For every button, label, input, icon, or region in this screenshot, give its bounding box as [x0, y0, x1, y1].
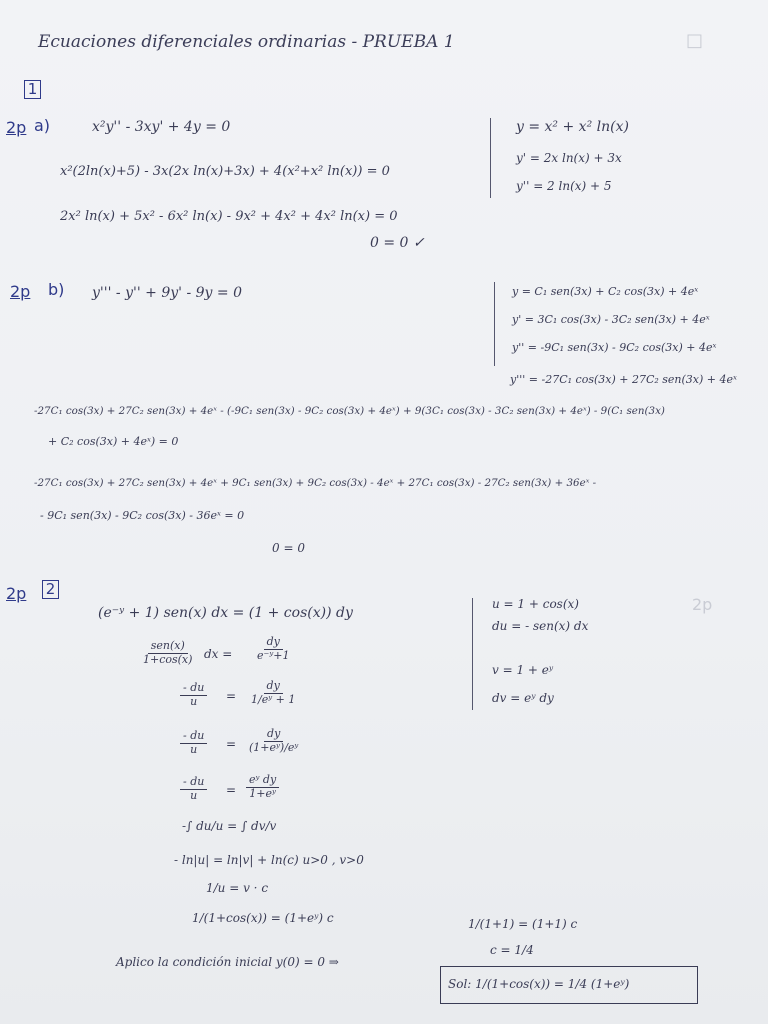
side-divider-1b — [494, 282, 495, 366]
step2-middle: = — [226, 689, 237, 703]
step1-right-fraction: $\frac{dy}{\text{e⁻ʸ+1}}$ — [257, 635, 290, 662]
side-y-1a: y = x² + x² ln(x) — [516, 119, 629, 135]
step4-right-fraction: $\frac{\text{eʸ dy}}{\text{1+eʸ}}$ — [246, 774, 279, 800]
label-1a: a) — [34, 116, 51, 135]
expansion-1a: 2x² ln(x) + 5x² - 6x² ln(x) - 9x² + 4x² + 4x² ln(x) = 0 — [60, 209, 398, 224]
result-1b: 0 = 0 — [272, 541, 305, 555]
result-1a: 0 = 0 ✓ — [370, 235, 425, 251]
side-du: du = - sen(x) dx — [492, 619, 589, 633]
step2-right-fraction: $\frac{dy}{\text{1/eʸ + 1}}$ — [251, 679, 296, 706]
label-1b: b) — [48, 280, 65, 299]
general-solution: 1/(1+cos(x)) = (1+eʸ) c — [192, 911, 334, 925]
side-divider-2 — [472, 598, 473, 710]
side-divider-1a — [490, 118, 491, 198]
bleed-mark: 2p — [692, 595, 713, 614]
step4-left-fraction: $\frac{- du}{u}$ — [180, 776, 207, 802]
step3-left-fraction: $\frac{- du}{u}$ — [180, 730, 207, 756]
initial-condition: Aplico la condición inicial y(0) = 0 ⇒ — [116, 955, 339, 969]
step1-left-fraction: sen(x) 1+cos(x) — [143, 639, 193, 666]
side-y-1b: y = C₁ sen(3x) + C₂ cos(3x) + 4eˣ — [512, 285, 699, 298]
step4-middle: = — [226, 783, 237, 797]
side-u: u = 1 + cos(x) — [492, 597, 579, 611]
integral-step: -∫ du/u = ∫ dv/v — [182, 819, 277, 833]
expansion-1b-line1: -27C₁ cos(3x) + 27C₂ sen(3x) + 4eˣ + 9C₁ sen(3x) + 9C₂ cos(3x) - 4eˣ + 27C₁ cos(3x) - 27C₂ sen(3x) + 36eˣ - — [34, 477, 597, 489]
side-ddy-1a: y'' = 2 ln(x) + 5 — [516, 179, 612, 193]
constant-calc-2: c = 1/4 — [490, 943, 534, 957]
bleed-mark: □ — [686, 30, 704, 51]
log-step: - ln|u| = ln|v| + ln(c) u>0 , v>0 — [174, 853, 364, 867]
equation-2: (e⁻ʸ + 1) sen(x) dx = (1 + cos(x)) dy — [98, 605, 353, 621]
side-dy-1a: y' = 2x ln(x) + 3x — [516, 151, 622, 165]
step2-left-fraction: $\frac{- du}{u}$ — [180, 682, 207, 708]
side-ddy-1b: y'' = -9C₁ sen(3x) - 9C₂ cos(3x) + 4eˣ — [512, 341, 717, 354]
expansion-1b-line2: - 9C₁ sen(3x) - 9C₂ cos(3x) - 36eˣ = 0 — [40, 509, 245, 522]
points-1a: 2p — [6, 118, 27, 137]
question-1-box: 1 — [24, 80, 41, 99]
side-dv: dv = eʸ dy — [492, 691, 554, 705]
constant-calc-1: 1/(1+1) = (1+1) c — [468, 917, 578, 931]
equation-1a: x²y'' - 3xy' + 4y = 0 — [92, 119, 231, 135]
step3-middle: = — [226, 737, 237, 751]
equation-1b: y''' - y'' + 9y' - 9y = 0 — [92, 285, 242, 301]
points-2: 2p — [6, 584, 27, 603]
substitution-1b-line2: + C₂ cos(3x) + 4eˣ) = 0 — [48, 435, 179, 448]
points-1b: 2p — [10, 282, 31, 301]
reciprocal-step: 1/u = v · c — [206, 881, 269, 895]
side-dddy-1b: y''' = -27C₁ cos(3x) + 27C₂ sen(3x) + 4eˣ — [510, 373, 737, 386]
side-v: v = 1 + eʸ — [492, 663, 554, 677]
step3-right-fraction: $\frac{dy}{\text{(1+eʸ)/eʸ}}$ — [249, 727, 299, 754]
side-dy-1b: y' = 3C₁ cos(3x) - 3C₂ sen(3x) + 4eˣ — [512, 313, 710, 326]
question-2-box: 2 — [42, 580, 59, 599]
step1-middle: dx = — [204, 647, 233, 661]
page-title: Ecuaciones diferenciales ordinarias - PRUEBA 1 — [38, 32, 455, 52]
substitution-1b-line1: -27C₁ cos(3x) + 27C₂ sen(3x) + 4eˣ - (-9C₁ sen(3x) - 9C₂ cos(3x) + 4eˣ) + 9(3C₁ cos(3x) - 3C₂ sen(3x) + 4eˣ) - 9(C₁ sen(3x) — [34, 405, 665, 417]
substitution-1a: x²(2ln(x)+5) - 3x(2x ln(x)+3x) + 4(x²+x² ln(x)) = 0 — [60, 164, 390, 179]
solution: Sol: 1/(1+cos(x)) = 1/4 (1+eʸ) — [448, 977, 630, 991]
